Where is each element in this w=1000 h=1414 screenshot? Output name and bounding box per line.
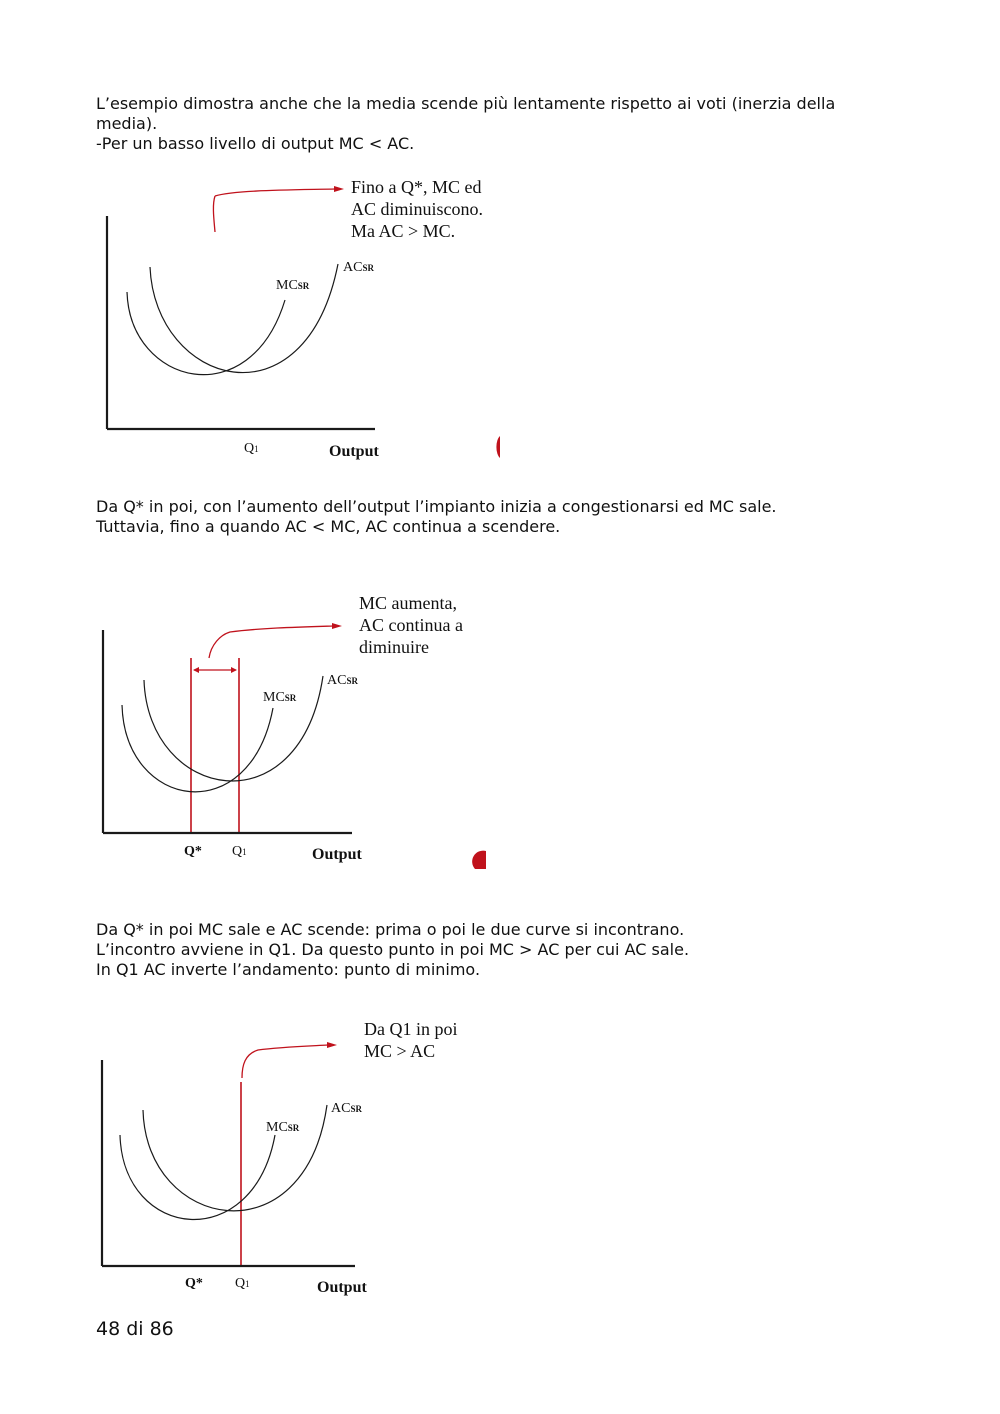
- annotation-line: AC continua a: [359, 615, 463, 635]
- annotation-line: MC aumenta,: [359, 593, 457, 613]
- figure3-cost-curves: [90, 1030, 390, 1300]
- text-line: Da Q* in poi MC sale e AC scende: prima o poi le due curve si incontrano.: [96, 920, 685, 939]
- red-mark-icon: [496, 436, 500, 458]
- ac-curve: [150, 264, 338, 373]
- text-line: In Q1 AC inverte l’andamento: punto di minimo.: [96, 960, 481, 979]
- text-line: media).: [96, 114, 158, 133]
- text-line: -Per un basso livello di output MC < AC.: [96, 134, 415, 153]
- x-axis-label: Output: [312, 846, 362, 863]
- text-line: Da Q* in poi, con l’aumento dell’output l’impianto inizia a congestionarsi ed MC sale.: [96, 497, 777, 516]
- text-line: L’esempio dimostra anche che la media scende più lentamente rispetto ai voti (inerzia della: [96, 94, 836, 113]
- ac-curve: [144, 676, 323, 781]
- red-mark-icon: [472, 851, 486, 869]
- x-axis-label: Output: [329, 443, 379, 460]
- qstar-tick-label: Q*: [185, 1276, 203, 1291]
- range-arrow-left-icon: [193, 667, 199, 673]
- annotation-line: Da Q1 in poi: [364, 1019, 458, 1039]
- arrow-head-icon: [332, 623, 342, 629]
- q1-tick-label: Q1: [235, 1276, 250, 1291]
- annotation-line: MC > AC: [364, 1041, 436, 1061]
- ac-label: ACSR: [331, 1101, 362, 1116]
- intro-paragraph: [96, 94, 876, 154]
- annotation-line: Fino a Q*, MC ed: [351, 177, 482, 197]
- mc-curve: [120, 1135, 275, 1219]
- figure1-cost-curves: [90, 180, 510, 470]
- annotation-arrow-tail: [213, 196, 215, 232]
- range-arrow-right-icon: [231, 667, 237, 673]
- annotation-arrow-line: [209, 626, 333, 658]
- ac-label: ACSR: [343, 260, 374, 275]
- mc-label: MCSR: [266, 1120, 300, 1135]
- q1-tick-label: Q1: [244, 441, 259, 456]
- text-line: L’incontro avviene in Q1. Da questo punto in poi MC > AC per cui AC sale.: [96, 940, 690, 959]
- ac-label: ACSR: [327, 673, 358, 688]
- x-axis-label: Output: [317, 1279, 367, 1296]
- text-line: Tuttavia, fino a quando AC < MC, AC continua a scendere.: [96, 517, 561, 536]
- mc-label: MCSR: [263, 690, 297, 705]
- annotation-line: diminuire: [359, 637, 429, 657]
- q1-tick-label: Q1: [232, 844, 247, 859]
- arrow-head-icon: [334, 186, 344, 192]
- figure2-cost-curves: [90, 610, 500, 880]
- annotation-line: Ma AC > MC.: [351, 221, 456, 241]
- annotation-arrow-line: [242, 1045, 328, 1078]
- congestion-paragraph: [96, 497, 876, 537]
- annotation-arrow-line: [215, 189, 335, 196]
- minimum-paragraph: [96, 920, 876, 980]
- arrow-head-icon: [327, 1042, 337, 1048]
- mc-curve: [127, 292, 285, 375]
- page-number: 48 di 86: [96, 1318, 174, 1340]
- mc-label: MCSR: [276, 278, 310, 293]
- qstar-tick-label: Q*: [184, 844, 202, 859]
- annotation-line: AC diminuiscono.: [351, 199, 484, 219]
- ac-curve: [143, 1105, 327, 1211]
